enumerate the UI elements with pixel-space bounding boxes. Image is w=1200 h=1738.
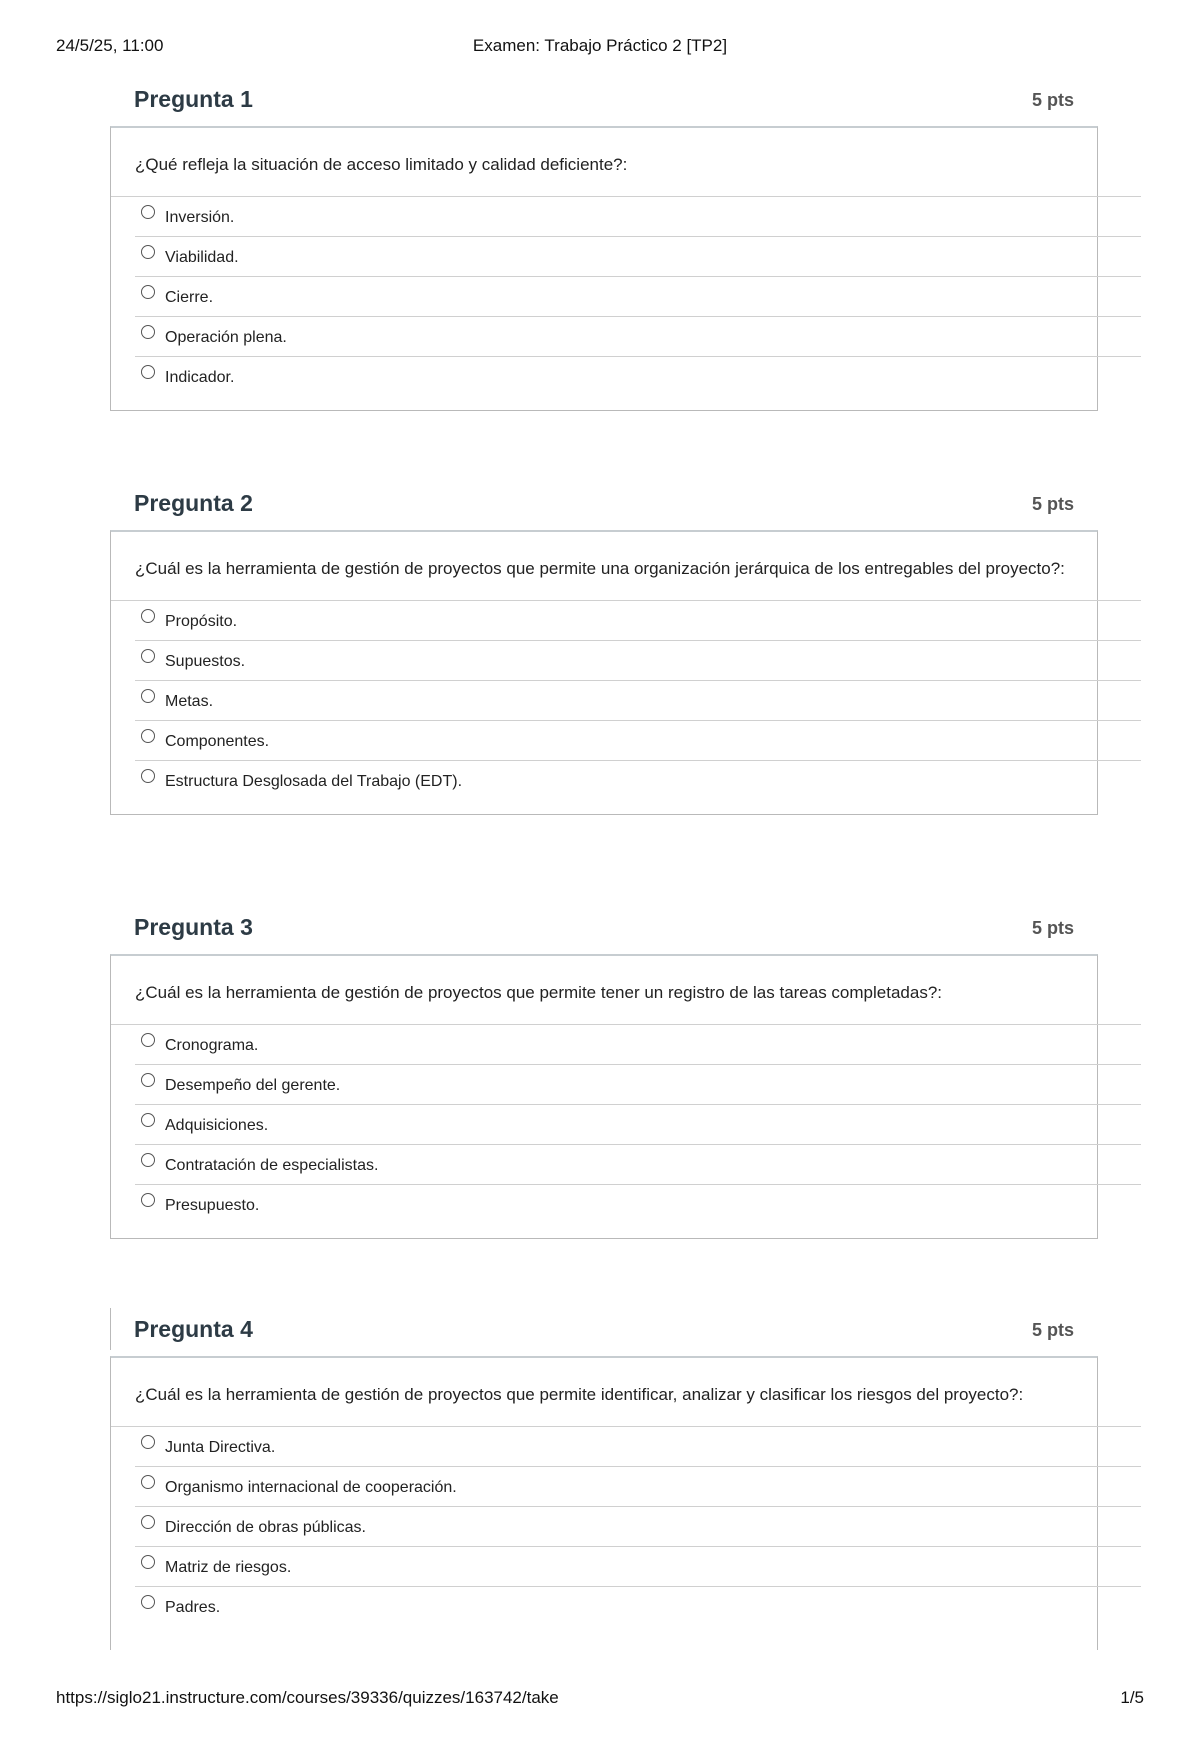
answer-label[interactable]: Cierre. bbox=[165, 289, 214, 306]
print-date: 24/5/25, 11:00 bbox=[56, 36, 164, 55]
question-text: ¿Cuál es la herramienta de gestión de proyectos que permite tener un registro de las tareas completadas?: bbox=[111, 956, 1141, 1025]
answer-label[interactable]: Organismo internacional de cooperación. bbox=[165, 1479, 457, 1496]
page-number: 1/5 bbox=[1120, 1688, 1144, 1707]
answer-option[interactable] bbox=[135, 357, 1141, 396]
answer-option[interactable] bbox=[135, 277, 1141, 317]
question-body bbox=[110, 954, 1098, 1239]
answer-label[interactable]: Cronograma. bbox=[165, 1037, 259, 1054]
answer-option[interactable] bbox=[135, 1427, 1141, 1467]
answer-label[interactable]: Operación plena. bbox=[165, 329, 287, 346]
answer-option[interactable] bbox=[135, 641, 1141, 681]
answer-option[interactable] bbox=[135, 1105, 1141, 1145]
answer-option[interactable] bbox=[135, 1025, 1141, 1065]
question-points: 5 pts bbox=[1031, 90, 1074, 110]
question-header bbox=[110, 1316, 1098, 1350]
question-points: 5 pts bbox=[1031, 494, 1074, 514]
answer-option[interactable] bbox=[135, 721, 1141, 761]
answer-label[interactable]: Inversión. bbox=[165, 209, 235, 226]
radio-button[interactable] bbox=[141, 1435, 155, 1449]
answer-label[interactable]: Matriz de riesgos. bbox=[165, 1559, 292, 1576]
question-text: ¿Cuál es la herramienta de gestión de proyectos que permite identificar, analizar y clasificar los riesgos del proyecto?: bbox=[111, 1358, 1141, 1427]
answer-label[interactable]: Propósito. bbox=[165, 613, 238, 630]
radio-button[interactable] bbox=[141, 1073, 155, 1087]
answer-label[interactable]: Componentes. bbox=[165, 733, 270, 750]
radio-button[interactable] bbox=[141, 285, 155, 299]
answer-label[interactable]: Metas. bbox=[165, 693, 214, 710]
print-page-title: Examen: Trabajo Práctico 2 [TP2] bbox=[472, 36, 728, 55]
question-body bbox=[110, 530, 1098, 815]
answer-list bbox=[111, 197, 1097, 410]
question-title: Pregunta 3 bbox=[134, 914, 253, 940]
question-body bbox=[110, 126, 1098, 411]
radio-button[interactable] bbox=[141, 1595, 155, 1609]
question-header bbox=[110, 86, 1098, 120]
question-title: Pregunta 4 bbox=[134, 1316, 253, 1342]
answer-option[interactable] bbox=[135, 1587, 1141, 1626]
answer-label[interactable]: Supuestos. bbox=[165, 653, 246, 670]
question-header bbox=[110, 490, 1098, 524]
radio-button[interactable] bbox=[141, 365, 155, 379]
radio-button[interactable] bbox=[141, 689, 155, 703]
answer-label[interactable]: Padres. bbox=[165, 1599, 221, 1616]
radio-button[interactable] bbox=[141, 1475, 155, 1489]
answer-option[interactable] bbox=[135, 1185, 1141, 1224]
radio-button[interactable] bbox=[141, 1193, 155, 1207]
question-points: 5 pts bbox=[1031, 918, 1074, 938]
answer-label[interactable]: Estructura Desglosada del Trabajo (EDT). bbox=[165, 773, 463, 790]
radio-button[interactable] bbox=[141, 205, 155, 219]
answer-label[interactable]: Junta Directiva. bbox=[165, 1439, 276, 1456]
answer-option[interactable] bbox=[135, 681, 1141, 721]
answer-option[interactable] bbox=[135, 1145, 1141, 1185]
answer-label[interactable]: Dirección de obras públicas. bbox=[165, 1519, 366, 1536]
question-title: Pregunta 2 bbox=[134, 490, 253, 516]
answer-list bbox=[111, 1025, 1097, 1238]
answer-label[interactable]: Adquisiciones. bbox=[165, 1117, 269, 1134]
answer-option[interactable] bbox=[135, 317, 1141, 357]
radio-button[interactable] bbox=[141, 1153, 155, 1167]
question-text: ¿Cuál es la herramienta de gestión de proyectos que permite una organización jerárquica de los entregables del proyecto?: bbox=[111, 532, 1141, 601]
answer-option[interactable] bbox=[135, 1467, 1141, 1507]
answer-label[interactable]: Contratación de especialistas. bbox=[165, 1157, 379, 1174]
answer-list bbox=[111, 1427, 1097, 1650]
answer-label[interactable]: Desempeño del gerente. bbox=[165, 1077, 341, 1094]
print-header bbox=[56, 36, 1144, 60]
answer-option[interactable] bbox=[135, 1507, 1141, 1547]
answer-option[interactable] bbox=[135, 1547, 1141, 1587]
question-title: Pregunta 1 bbox=[134, 86, 253, 112]
radio-button[interactable] bbox=[141, 245, 155, 259]
answer-option[interactable] bbox=[135, 1065, 1141, 1105]
radio-button[interactable] bbox=[141, 649, 155, 663]
answer-option[interactable] bbox=[135, 237, 1141, 277]
answer-option[interactable] bbox=[135, 601, 1141, 641]
question-1 bbox=[110, 86, 1098, 411]
question-body bbox=[110, 1356, 1098, 1650]
radio-button[interactable] bbox=[141, 769, 155, 783]
radio-button[interactable] bbox=[141, 1555, 155, 1569]
answer-list bbox=[111, 601, 1097, 814]
question-points: 5 pts bbox=[1031, 1320, 1074, 1340]
answer-option[interactable] bbox=[135, 761, 1141, 800]
answer-label[interactable]: Presupuesto. bbox=[165, 1197, 260, 1214]
radio-button[interactable] bbox=[141, 609, 155, 623]
print-url: https://siglo21.instructure.com/courses/39336/quizzes/163742/take bbox=[56, 1688, 559, 1707]
print-footer bbox=[56, 1688, 1144, 1712]
radio-button[interactable] bbox=[141, 1113, 155, 1127]
radio-button[interactable] bbox=[141, 729, 155, 743]
answer-option[interactable] bbox=[135, 197, 1141, 237]
question-header bbox=[110, 914, 1098, 948]
question-2 bbox=[110, 490, 1098, 815]
question-3 bbox=[110, 914, 1098, 1239]
answer-label[interactable]: Viabilidad. bbox=[165, 249, 239, 266]
answer-label[interactable]: Indicador. bbox=[165, 369, 235, 386]
radio-button[interactable] bbox=[141, 1033, 155, 1047]
question-4 bbox=[110, 1316, 1098, 1650]
question-text: ¿Qué refleja la situación de acceso limitado y calidad deficiente?: bbox=[111, 128, 1141, 197]
radio-button[interactable] bbox=[141, 325, 155, 339]
radio-button[interactable] bbox=[141, 1515, 155, 1529]
